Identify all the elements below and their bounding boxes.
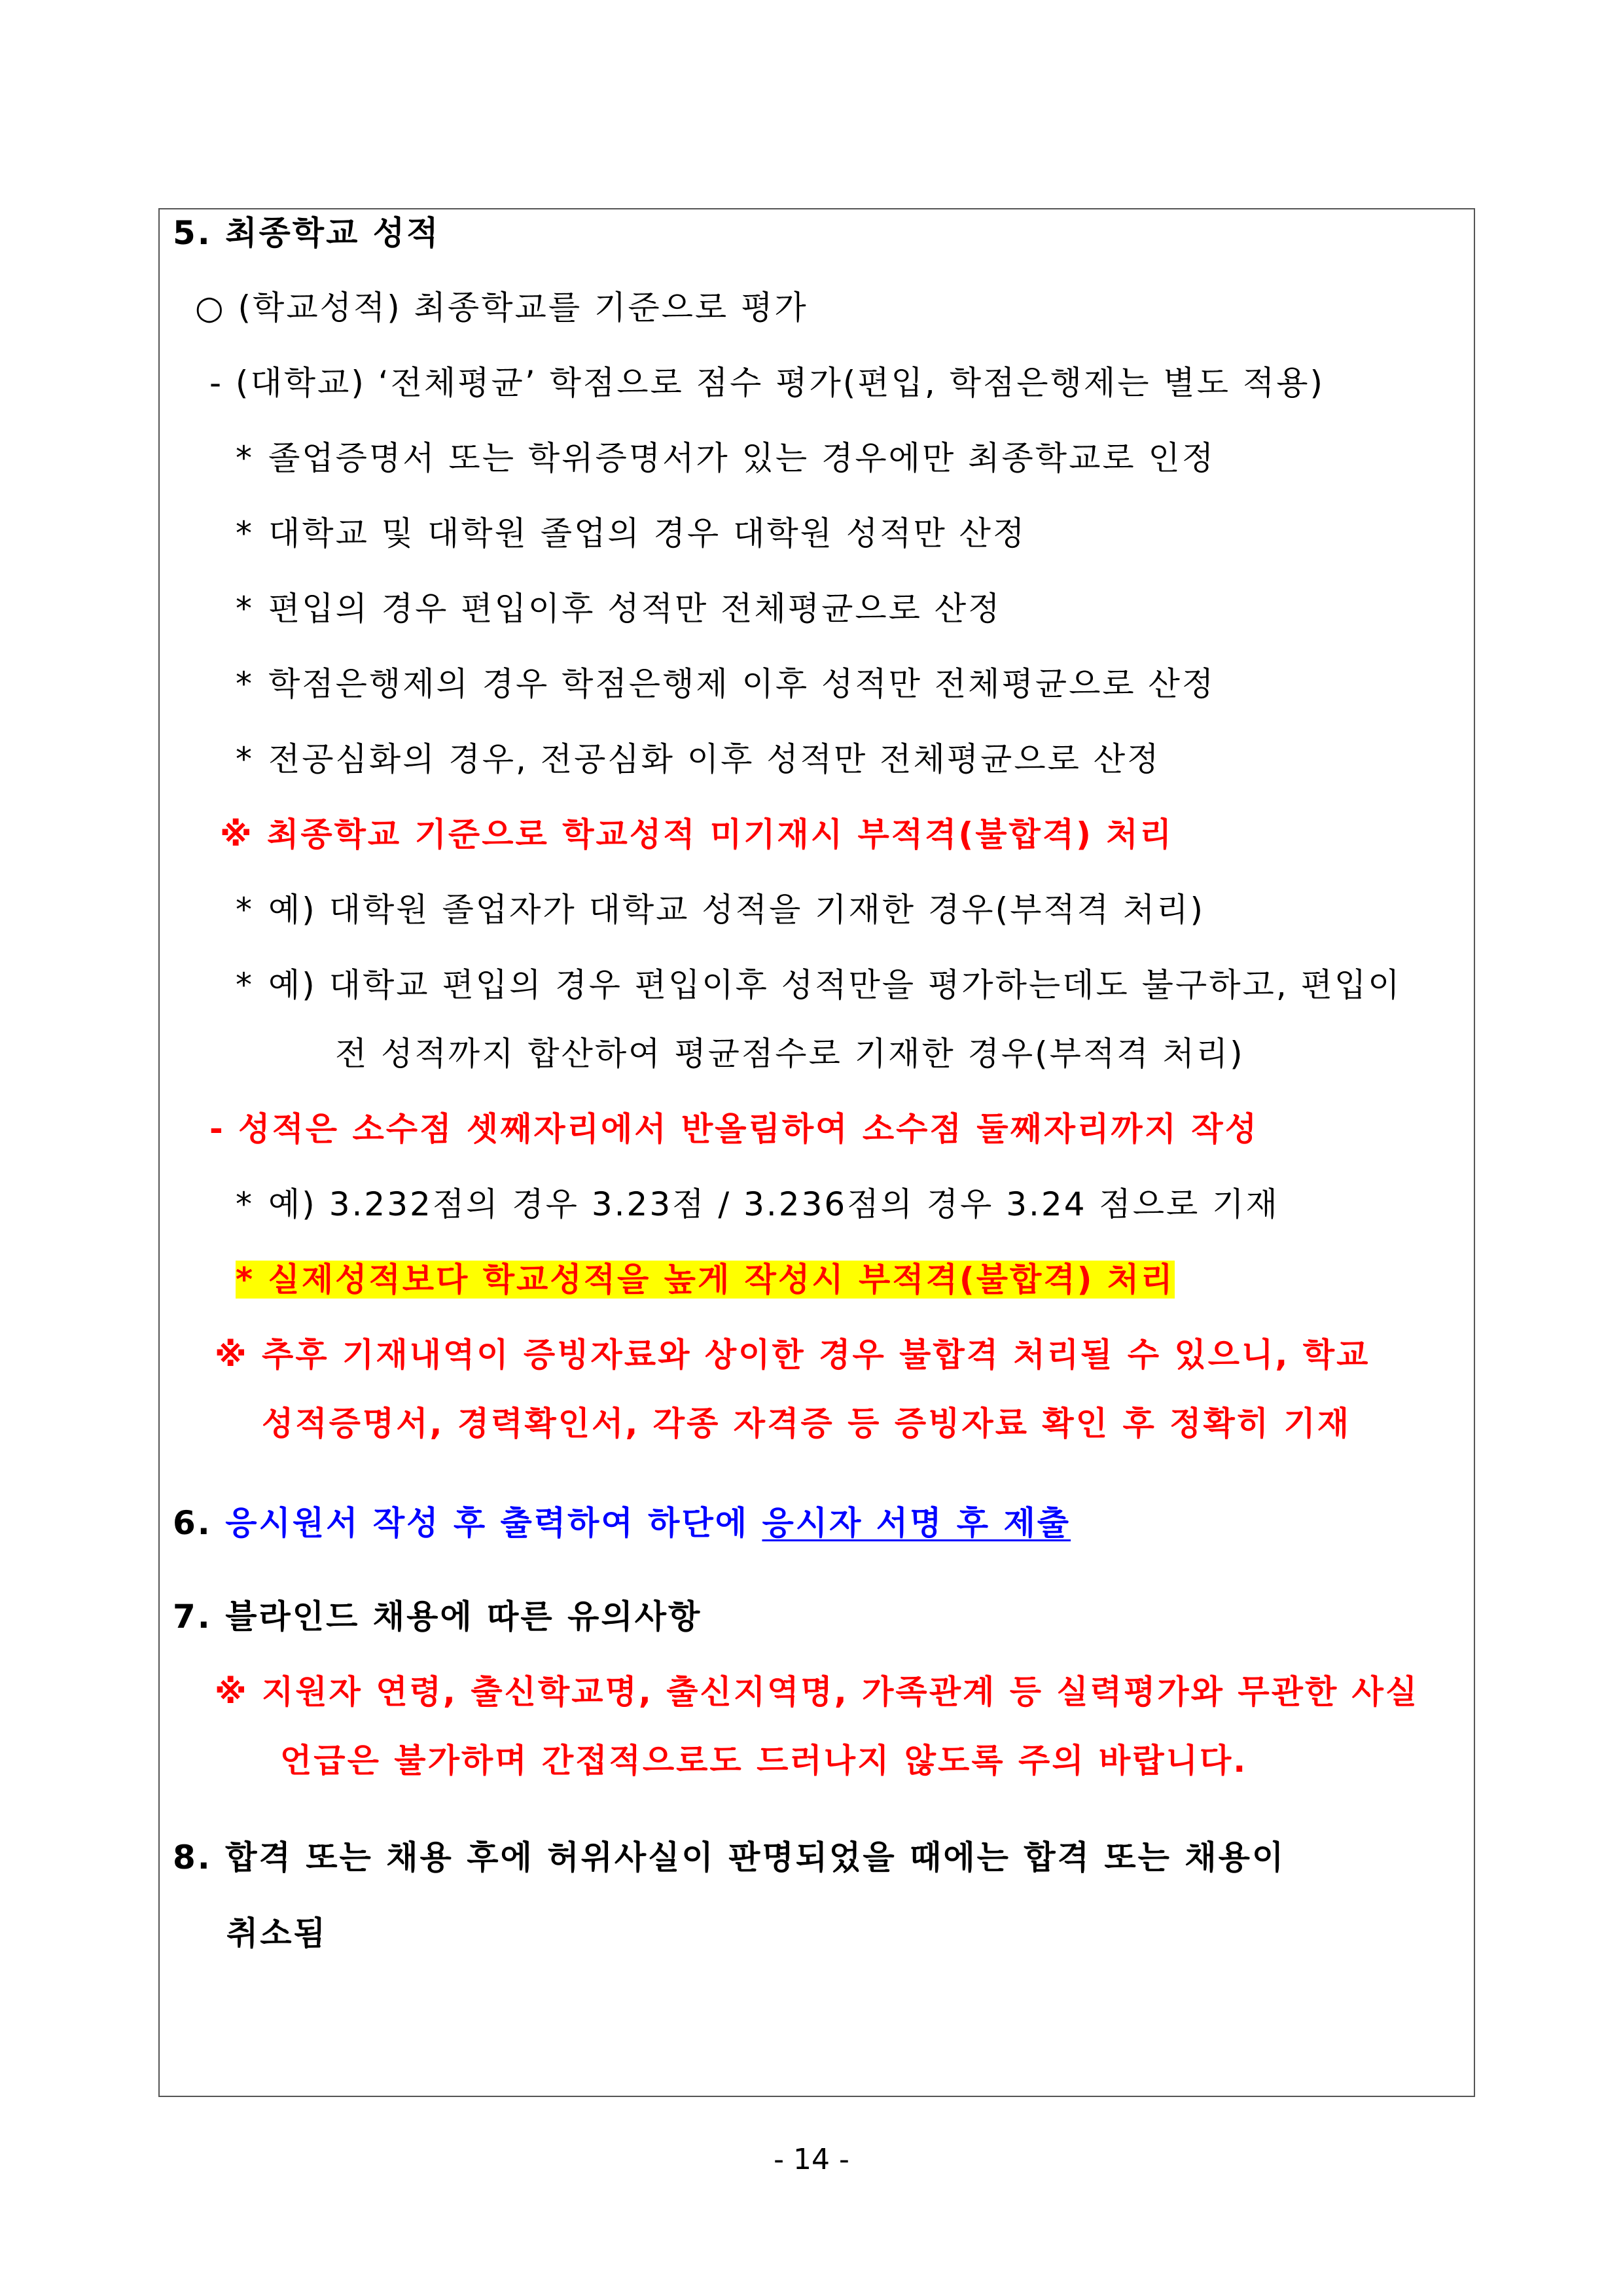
note-text-2: 대학교 및 대학원 졸업의 경우 대학원 성적만 산정 [268,514,1027,552]
asterisk-mark: * [236,891,254,929]
section-7-warning-2: 언급은 불가하며 간접적으로도 드러나지 않도록 주의 바랍니다. [280,1742,1248,1780]
section-6 [173,1502,1071,1544]
example-line-1 [236,889,1205,931]
example-text-3: 예) 3.232점의 경우 3.23점 / 3.236점의 경우 3.24 점으로 기재 [268,1185,1279,1223]
asterisk-mark: * [236,439,254,477]
asterisk-mark: * [236,665,254,703]
note-text-5: 전공심화의 경우, 전공심화 이후 성적만 전체평균으로 산정 [268,740,1161,778]
warning-verification-2: 성적증명서, 경력확인서, 각종 자격증 등 증빙자료 확인 후 정확히 기재 [262,1405,1351,1443]
section-8-line-1: 8. 합격 또는 채용 후에 허위사실이 판명되었을 때에는 합격 또는 채용이 [173,1839,1286,1876]
page-number: - 14 - [774,2143,849,2176]
note-line-2 [236,512,1026,554]
example-line-2 [236,964,1402,1006]
example-text-1: 예) 대학원 졸업자가 대학교 성적을 기재한 경우(부적격 처리) [268,891,1205,929]
section-5-bullet: ○ (학교성적) 최종학교를 기준으로 평가 [195,289,808,327]
section-7-warning-1: ※ 지원자 연령, 출신학교명, 출신지역명, 가족관계 등 실력평가와 무관한 사실 [215,1673,1419,1711]
section-7-title: 7. 블라인드 채용에 따른 유의사항 [173,1598,702,1636]
asterisk-mark: * [236,966,254,1004]
section-8-line-2: 취소됨 [226,1914,327,1952]
highlight-text: * 실제성적보다 학교성적을 높게 작성시 부적격(불합격) 처리 [236,1261,1175,1299]
section-6-text: 응시원서 작성 후 출력하여 하단에 [225,1504,749,1542]
section-5-title: 5. 최종학교 성적 [173,214,440,252]
section-6-number: 6. [173,1504,212,1542]
section-5-dash-1: - (대학교) ‘전체평균’ 학점으로 점수 평가(편입, 학점은행제는 별도 적용) [209,364,1325,402]
warning-missing-grades: ※ 최종학교 기준으로 학교성적 미기재시 부적격(불합격) 처리 [220,816,1173,853]
asterisk-mark: * [236,590,254,628]
rounding-rule: - 성적은 소수점 셋째자리에서 반올림하여 소수점 둘째자리까지 작성 [209,1110,1259,1148]
note-line-5 [236,738,1160,780]
note-line-3 [236,588,1001,630]
section-6-underlined: 응시자 서명 후 제출 [762,1504,1071,1542]
example-line-2-cont: 전 성적까지 합산하여 평균점수로 기재한 경우(부적격 처리) [335,1035,1245,1073]
note-line-4 [236,663,1215,705]
example-text-2: 예) 대학교 편입의 경우 편입이후 성적만을 평가하는데도 불구하고, 편입이 [268,966,1402,1004]
note-text-4: 학점은행제의 경우 학점은행제 이후 성적만 전체평균으로 산정 [268,665,1216,703]
asterisk-mark: * [236,514,254,552]
asterisk-mark: * [236,1185,254,1223]
note-text-1: 졸업증명서 또는 학위증명서가 있는 경우에만 최종학교로 인정 [268,439,1216,477]
note-line-1 [236,437,1215,479]
example-line-3 [236,1183,1279,1225]
asterisk-mark: * [236,740,254,778]
highlighted-warning [236,1259,1175,1300]
content-frame [158,208,1475,2097]
warning-verification-1: ※ 추후 기재내역이 증빙자료와 상이한 경우 불합격 처리될 수 있으니, 학교 [215,1336,1370,1374]
note-text-3: 편입의 경우 편입이후 성적만 전체평균으로 산정 [268,590,1002,628]
